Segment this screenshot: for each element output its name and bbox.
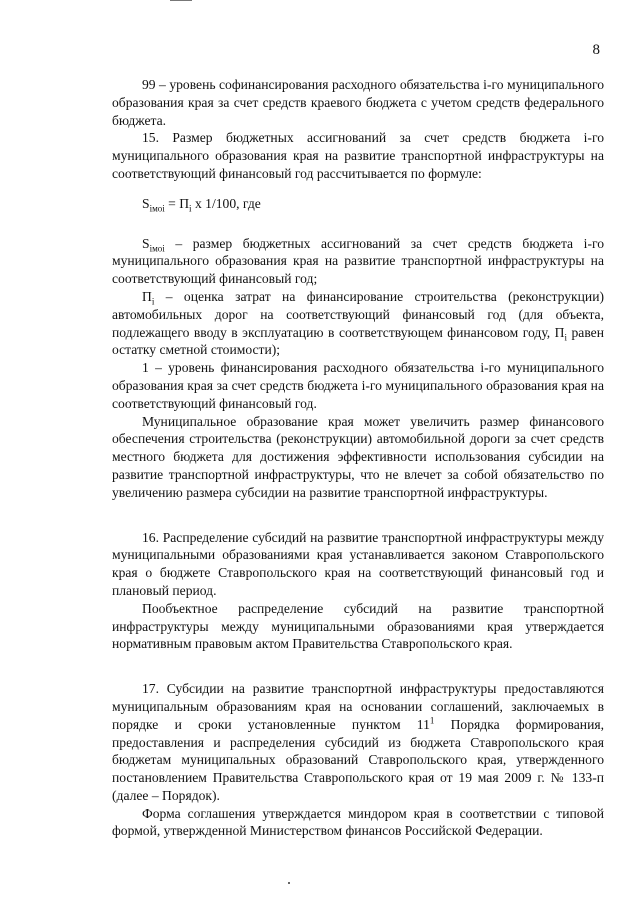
- paragraph-16-distribution: Пообъектное распределение субсидий на развитие транспортной инфраструктуры между муниципальными образованиями края утверждается нормативным правовым актом Правительства Ставропольского края.: [112, 600, 604, 652]
- formula-middle: = П: [164, 195, 190, 211]
- definition-1: 1 – уровень финансирования расходного обязательства i-го муниципального образования края за счет средств бюджета i-го муниципального образования края на соответствующий финансовый год.: [112, 360, 604, 411]
- paragraph-15: 15. Размер бюджетных ассигнований за счет средств бюджета i-го муниципального образования края на развитие транспортной инфраструктуры на соответствующий финансовый год рассчитывается по формуле:: [112, 130, 604, 181]
- definition-p-symbol: П: [142, 288, 152, 304]
- formula-s-subscript: iмоi: [149, 203, 165, 214]
- paragraph-17-superscript: 1: [429, 715, 435, 726]
- paragraph-17: [112, 680, 604, 805]
- paragraph-16: 16. Распределение субсидий на развитие транспортной инфраструктуры между муниципальными образованиями края устанавливается законом Ставропольского края о бюджете Ставропольского края на соответствующий финансовый год и плановый период.: [112, 529, 604, 598]
- paragraph-increase: Муниципальное образование края может увеличить размер финансового обеспечения строительства (реконструкции) автомобильной дороги за счет средств местного бюджета для достижения эффективности использования субсидии на развитие транспортной инфраструктуры, что не влечет за собой обязательство по увеличению размера субсидии на развитие транспортной инфраструктуры.: [112, 413, 604, 500]
- paragraph-99: 99 – уровень софинансирования расходного обязательства i-го муниципального образования края за счет средств краевого бюджета с учетом средств федерального бюджета.: [112, 77, 604, 128]
- paragraph-17-text-b: Порядка формирования, предоставления и распределения субсидий из бюджета Ставропольского края бюджетам муниципальных образований Ставропольского края, утвержденного постановлением Правительства Ставропольского края от 19 мая 2009 г. № 133-п (далее – Порядок).: [112, 716, 604, 803]
- page-number: 8: [592, 42, 600, 58]
- definition-s-symbol: S: [142, 235, 150, 251]
- definition-s: [112, 235, 604, 288]
- formula-rest: x 1/100, где: [191, 195, 261, 211]
- definition-s-subscript: iмоi: [149, 243, 165, 254]
- definition-p-subscript: i: [151, 296, 155, 307]
- definition-p-text-a: – оценка затрат на финансирование строительства (реконструкции) автомобильных дорог на соответствующий финансовый год (для объекта, подлежащего вводу в эксплуатацию в соответствующем финансовом году, П: [112, 288, 604, 340]
- scan-artifact-line: [170, 0, 192, 1]
- definition-p-text-b: равен остатку сметной стоимости);: [112, 324, 604, 358]
- paragraph-17-text-a: 17. Субсидии на развитие транспортной инфраструктуры предоставляются муниципальным образованиям края на основании соглашений, заключаемых в порядке и сроки установленные пунктом 11: [112, 681, 604, 732]
- definition-s-text: – размер бюджетных ассигнований за счет средств бюджета i-го муниципального образования края на развитие транспортной инфраструктуры на соответствующий финансовый год;: [112, 235, 604, 287]
- definition-p-subscript-2: i: [564, 332, 567, 343]
- paragraph-agreement-form: Форма соглашения утверждается миндором края в соответствии с типовой формой, утвержденной Министерством финансов Российской Федерации.: [112, 805, 604, 839]
- formula: [142, 195, 604, 213]
- scan-artifact-dot: [288, 882, 290, 884]
- definition-p: [112, 288, 604, 359]
- formula-s: S: [142, 195, 150, 211]
- formula-p-subscript: i: [189, 203, 192, 214]
- document-body: [112, 76, 604, 840]
